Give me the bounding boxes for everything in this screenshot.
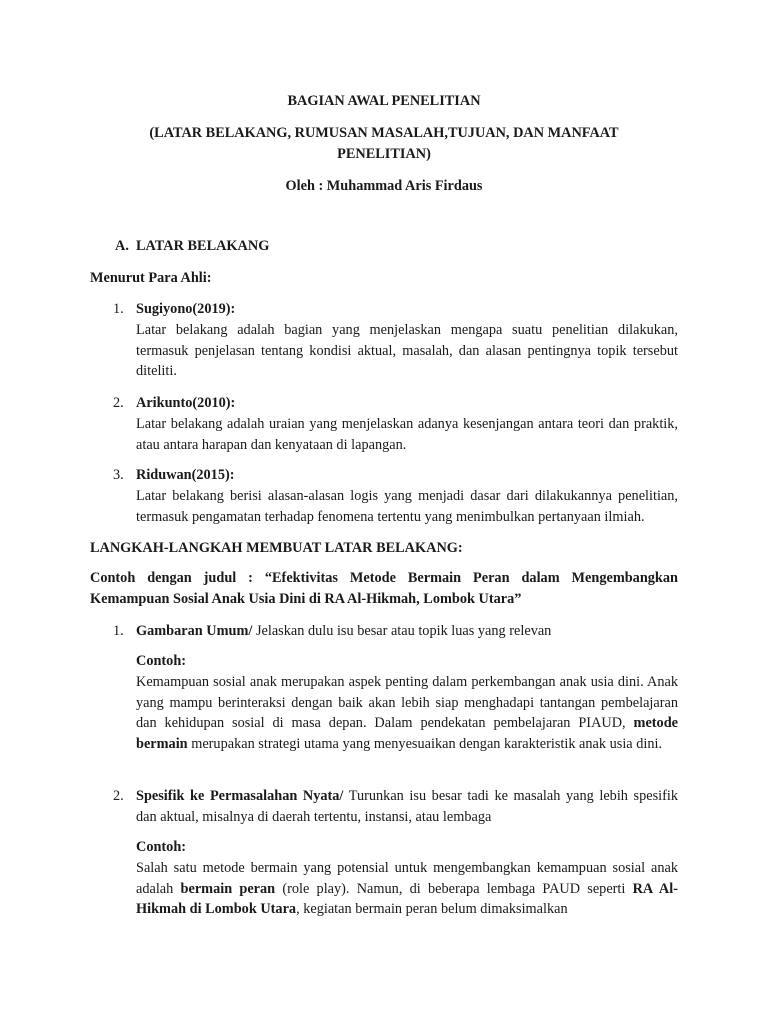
expert-definition: Latar belakang adalah uraian yang menjelaskan adanya kesenjangan antara teori dan praktik, atau antara harapan dan kenyataan di lapangan.	[136, 416, 678, 453]
document-title: BAGIAN AWAL PENELITIAN	[287, 93, 481, 109]
section-a-letter: A.	[115, 238, 129, 254]
list-number: 3.	[113, 467, 124, 483]
steps-heading: LANGKAH-LANGKAH MEMBUAT LATAR BELAKANG:	[90, 540, 463, 556]
step-description: Turunkan isu besar tadi ke masalah yang lebih spesifik dan aktual, misalnya di daerah tertentu, instansi, atau lembaga	[136, 788, 679, 825]
contoh-label: Contoh:	[136, 839, 187, 855]
document-subtitle-line2: PENELITIAN)	[337, 146, 431, 162]
experts-heading: Menurut Para Ahli:	[90, 270, 212, 286]
step-description: Jelaskan dulu isu besar atau topik luas yang relevan	[252, 623, 552, 639]
list-number: 2.	[113, 395, 124, 411]
step-label: Gambaran Umum/	[136, 623, 253, 639]
expert-name: Riduwan(2015):	[136, 467, 235, 483]
step-label: Spesifik ke Permasalahan Nyata/	[136, 788, 344, 804]
expert-name: Arikunto(2010):	[136, 395, 236, 411]
step-heading	[136, 621, 678, 642]
contoh-bold-text: bermain peran	[180, 880, 276, 897]
step-heading	[136, 786, 678, 827]
list-number: 2.	[113, 788, 124, 804]
contoh-text: Kemampuan sosial anak merupakan aspek penting dalam perkembangan anak usia dini. Anak yang mampu berinteraksi dengan baik akan lebih siap menghadapi tantangan pembelajaran dan kehidupan sosial di masa depan. Dalam pendekatan pembelajaran PIAUD,	[136, 674, 678, 732]
contoh-text: , kegiatan bermain peran belum dimaksimalkan	[296, 901, 568, 918]
contoh-text: (role play). Namun, di beberapa lembaga PAUD seperti	[275, 880, 633, 897]
example-title: Contoh dengan judul : “Efektivitas Metode Bermain Peran dalam Mengembangkan Kemampuan Sosial Anak Usia Dini di RA Al-Hikmah, Lombok Utara”	[90, 570, 678, 607]
contoh-label: Contoh:	[136, 653, 187, 669]
list-number: 1.	[113, 623, 124, 639]
contoh-bold-text: RA Al-Hikmah di Lombok Utara	[136, 880, 678, 918]
contoh-text: merupakan strategi utama yang menyesuaikan dengan karakteristik anak usia dini.	[187, 735, 663, 752]
section-a-heading: LATAR BELAKANG	[136, 238, 270, 254]
contoh-paragraph	[136, 858, 678, 920]
expert-name: Sugiyono(2019):	[136, 301, 236, 317]
contoh-paragraph	[136, 672, 678, 754]
expert-definition: Latar belakang berisi alasan-alasan logis yang menjadi dasar dari dilakukannya penelitian, termasuk pengamatan terhadap fenomena tertentu yang menimbulkan pertanyaan ilmiah.	[136, 488, 678, 525]
document-author: Oleh : Muhammad Aris Firdaus	[285, 178, 483, 194]
expert-definition: Latar belakang adalah bagian yang menjelaskan mengapa suatu penelitian dilakukan, termasuk penjelasan tentang kondisi aktual, masalah, dan alasan pentingnya topik tersebut diteliti.	[136, 322, 678, 380]
contoh-text: Salah satu metode bermain yang potensial untuk mengembangkan kemampuan sosial anak adalah	[136, 860, 678, 897]
contoh-bold-text: metode bermain	[136, 715, 678, 752]
list-number: 1.	[113, 301, 124, 317]
document-subtitle-line1: (LATAR BELAKANG, RUMUSAN MASALAH,TUJUAN, DAN MANFAAT	[149, 125, 619, 141]
